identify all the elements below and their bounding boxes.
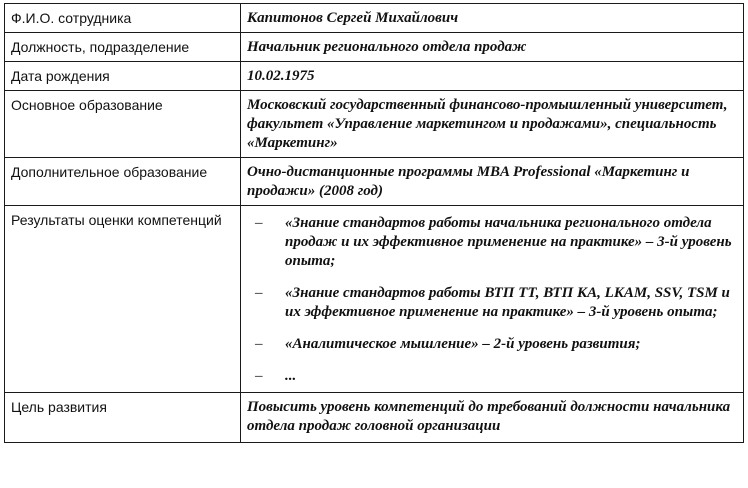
competency-list — [247, 214, 737, 386]
competency-item-text: ... — [285, 368, 297, 384]
basic-education-label: Основное образование — [5, 91, 241, 158]
development-goal-label: Цель развития — [5, 393, 241, 443]
row-basic-education — [5, 91, 744, 158]
row-additional-education — [5, 158, 744, 206]
list-item — [247, 367, 737, 386]
competency-item-text: «Знание стандартов работы ВТП ТТ, ВТП КА, LKAM, SSV, TSM и их эффективное применение на практике» – 3-й уровень опыта; — [285, 285, 730, 320]
full-name-value: Капитонов Сергей Михайлович — [241, 4, 744, 33]
row-position — [5, 33, 744, 62]
full-name-label: Ф.И.О. сотрудника — [5, 4, 241, 33]
birth-date-value: 10.02.1975 — [241, 62, 744, 91]
list-item — [247, 284, 737, 322]
row-full-name — [5, 4, 744, 33]
competency-item-text: «Аналитическое мышление» – 2-й уровень развития; — [285, 336, 641, 352]
employee-profile-table — [4, 3, 744, 443]
dash-marker: – — [255, 285, 263, 301]
dash-marker: – — [255, 368, 263, 384]
row-development-goal — [5, 393, 744, 443]
birth-date-label: Дата рождения — [5, 62, 241, 91]
dash-marker: – — [255, 215, 263, 231]
row-birth-date — [5, 62, 744, 91]
competency-results-value — [241, 206, 744, 393]
list-item — [247, 214, 737, 271]
row-competency-results — [5, 206, 744, 393]
basic-education-value: Московский государственный финансово-промышленный университет, факультет «Управление маркетингом и продажами», специальность «Маркетинг» — [241, 91, 744, 158]
additional-education-label: Дополнительное образование — [5, 158, 241, 206]
development-goal-value: Повысить уровень компетенций до требований должности начальника отдела продаж головной организации — [241, 393, 744, 443]
competency-results-label: Результаты оценки компетенций — [5, 206, 241, 393]
position-label: Должность, подразделение — [5, 33, 241, 62]
dash-marker: – — [255, 336, 263, 352]
list-item — [247, 335, 737, 354]
competency-item-text: «Знание стандартов работы начальника регионального отдела продаж и их эффективное применение на практике» – 3-й уровень опыта; — [285, 215, 732, 269]
position-value: Начальник регионального отдела продаж — [241, 33, 744, 62]
additional-education-value: Очно-дистанционные программы MBA Professional «Маркетинг и продажи» (2008 год) — [241, 158, 744, 206]
